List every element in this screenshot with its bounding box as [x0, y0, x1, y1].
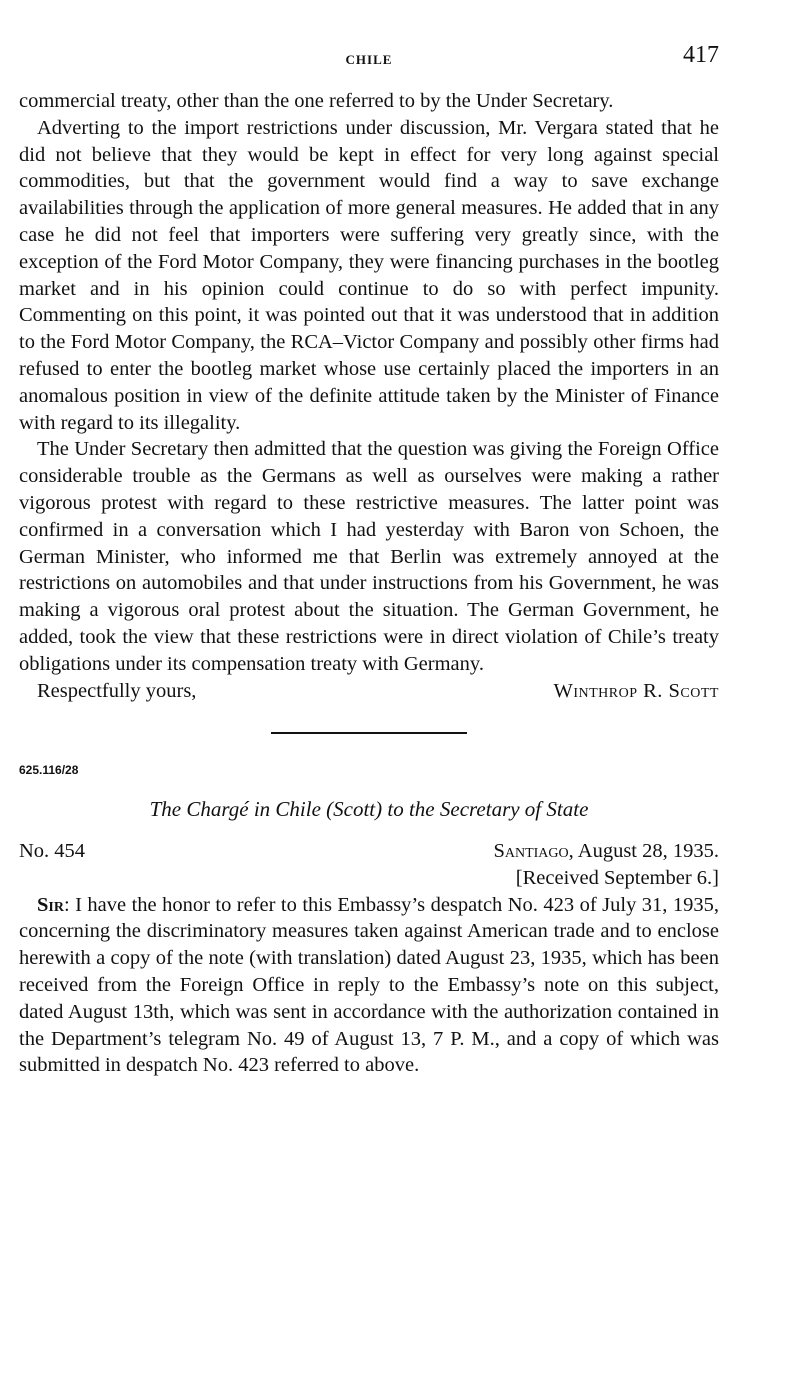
salutation: Sir — [37, 893, 64, 916]
page-number: 417 — [683, 42, 719, 68]
paragraph-continuation: commercial treaty, other than the one referred to by the Under Secretary. — [19, 90, 614, 112]
signature: Winthrop R. Scott — [553, 679, 719, 702]
despatch-dateline — [493, 838, 719, 865]
running-title: CHILE — [345, 52, 393, 67]
despatch-number: No. 454 — [19, 839, 86, 862]
signoff — [19, 678, 719, 705]
body-text — [19, 88, 719, 1079]
document-page — [19, 40, 719, 1079]
document-heading: The Chargé in Chile (Scott) to the Secretary of State — [149, 797, 589, 822]
paragraph-under-secretary: The Under Secretary then admitted that the question was giving the Foreign Office considerable trouble as the Germans as well as ourselves were making a rather vigorous protest with regard to these restrictive measures. The latter point was confirmed in a conversation which I had yesterday with Baron von Schoen, the German Minister, who informed me that Berlin was extremely annoyed at the restrictions on automobiles and that under instructions from his Government, he was making a vigorous oral protest about the situation. The German Government, he added, took the view that these restrictions were in direct violation of Chile’s treaty obligations under its compensation treaty with Germany. — [19, 438, 719, 675]
despatch-date: , August 28, 1935. — [568, 839, 719, 862]
running-head — [19, 40, 719, 88]
file-number: 625.116/28 — [19, 763, 79, 778]
despatch-place: Santiago — [493, 839, 569, 862]
received-date: [Received September 6.] — [515, 866, 719, 889]
despatch-text: : I have the honor to refer to this Embassy’s despatch No. 423 of July 31, 1935, concerning the discriminatory measures taken against American trade and to enclose herewith a copy of the note (with translation) dated August 23, 1935, which has been received from the Foreign Office in reply to the Embassy’s note on this subject, dated August 13th, which was sent in accordance with the authorization contained in the Department’s telegram No. 49 of August 13, 7 P. M., and a copy of which was submitted in despatch No. 423 referred to above. — [19, 893, 719, 1077]
paragraph-vergara: Adverting to the import restrictions under discussion, Mr. Vergara stated that he did not believe that they would be kept in effect for very long against special commodities, but that the government would find a way to save exchange availabilities through the application of more general measures. He added that in any case he did not feel that importers were suffering very greatly since, with the exception of the Ford Motor Company, they were financing purchases in the bootleg market and in his opinion could continue to do so with perfect impunity. Commenting on this point, it was pointed out that it was understood that in addition to the Ford Motor Company, the RCA–Victor Company and possibly other firms had refused to enter the bootleg market whose use certainly placed the importers in an anomalous position in view of the definite attitude taken by the Minister of Finance with regard to its illegality. — [19, 116, 719, 434]
section-divider — [271, 732, 467, 734]
closing: Respectfully yours, — [37, 679, 197, 702]
despatch-body — [19, 892, 719, 1080]
despatch-meta — [19, 838, 719, 865]
